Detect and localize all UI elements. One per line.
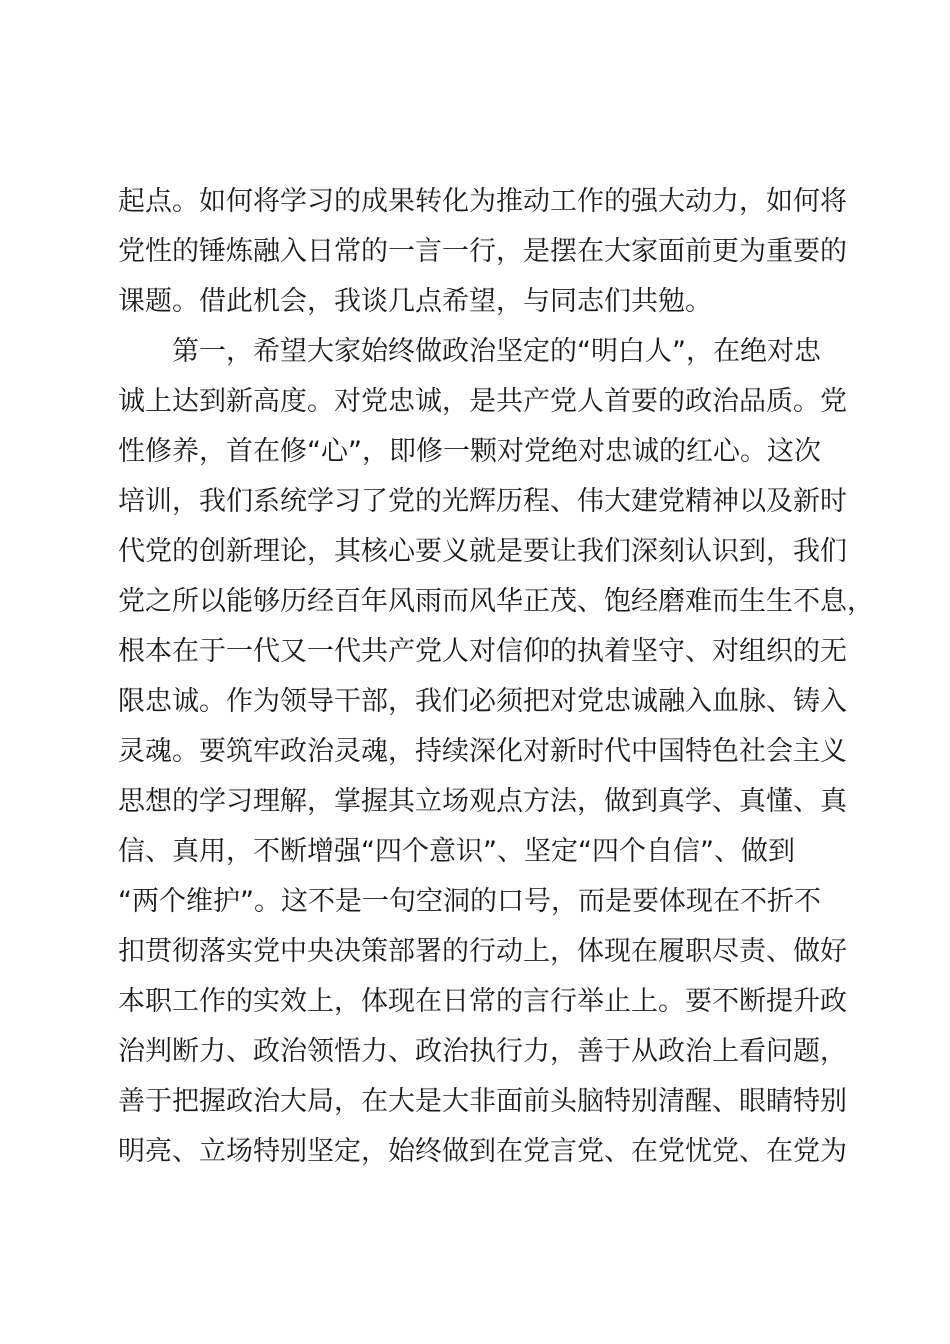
text-line: 信、真用，不断增强“四个意识”、坚定“四个自信”、做到	[118, 836, 795, 867]
text-line: 代党的创新理论，其核心要义就是要让我们深刻认识到，我们	[118, 536, 847, 567]
document-body	[118, 177, 874, 1177]
text-line: 扣贯彻落实党中央决策部署的行动上，体现在履职尽责、做好	[118, 936, 847, 967]
text-line: 治判断力、政治领悟力、政治执行力，善于从政治上看问题，	[118, 1036, 847, 1067]
text-line: 第一，希望大家始终做政治坚定的“明白人”，在绝对忠	[172, 336, 821, 367]
text-line: 党之所以能够历经百年风雨而风华正茂、饱经磨难而生生不息，	[118, 586, 874, 617]
text-line: 灵魂。要筑牢政治灵魂，持续深化对新时代中国特色社会主义	[118, 736, 847, 767]
text-line: 起点。如何将学习的成果转化为推动工作的强大动力，如何将	[118, 186, 847, 217]
text-line: 根本在于一代又一代共产党人对信仰的执着坚守、对组织的无	[118, 636, 847, 667]
text-line: 培训，我们系统学习了党的光辉历程、伟大建党精神以及新时	[118, 486, 847, 517]
text-line: 诚上达到新高度。对党忠诚，是共产党人首要的政治品质。党	[118, 386, 847, 417]
text-line: “两个维护”。这不是一句空洞的口号，而是要体现在不折不	[118, 886, 821, 917]
text-line: 善于把握政治大局，在大是大非面前头脑特别清醒、眼睛特别	[118, 1086, 847, 1117]
text-line: 本职工作的实效上，体现在日常的言行举止上。要不断提升政	[118, 986, 847, 1017]
text-line: 限忠诚。作为领导干部，我们必须把对党忠诚融入血脉、铸入	[118, 686, 847, 717]
text-line: 性修养，首在修“心”，即修一颗对党绝对忠诚的红心。这次	[118, 436, 821, 467]
text-line: 明亮、立场特别坚定，始终做到在党言党、在党忧党、在党为	[118, 1136, 847, 1167]
text-line: 思想的学习理解，掌握其立场观点方法，做到真学、真懂、真	[118, 786, 847, 817]
text-line: 课题。借此机会，我谈几点希望，与同志们共勉。	[118, 286, 712, 317]
text-line: 党性的锤炼融入日常的一言一行，是摆在大家面前更为重要的	[118, 236, 847, 267]
